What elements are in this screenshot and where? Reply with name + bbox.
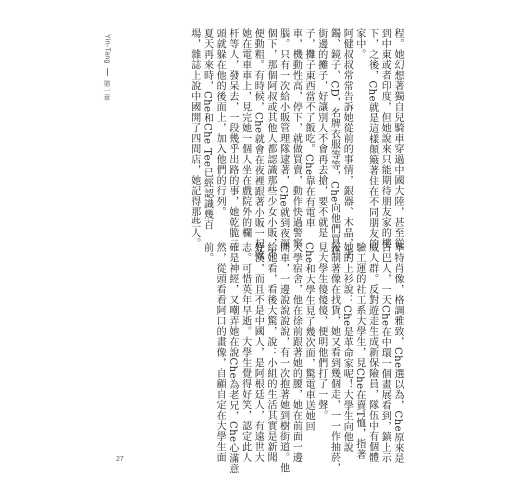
text-line: 便動粗。有時候，Che就會在夜裡跟著小販一起收 <box>252 28 264 260</box>
text-line: 大學宿舍，他在徐前跟著她的腰，她在前面一邊 <box>290 242 302 463</box>
running-header-chapter: 第一章 <box>103 79 111 101</box>
text-line: 接制著像在找貨，她又看到幾個走，一一作抽菸， <box>328 242 340 473</box>
text-line: 威人群。反對遊走生成新保險員，隊伍中有個體 <box>366 242 378 463</box>
running-header-title: Yin-Tang <box>103 34 111 64</box>
text-line: 腦。只有一次給小販管理隊逮著，Che就到夜深 <box>277 28 289 250</box>
text-line: 下，之後，Che就是這樣顛簸著住在不同朋友的 <box>366 28 378 250</box>
page-number: 27 <box>116 456 124 463</box>
text-line: 好漢，而且不是中國人，是阿根廷人，有遠世大 <box>252 242 264 463</box>
text-line: 見大學生傻傻傻，便明他們打了一聲。 <box>315 242 327 421</box>
text-line: 確是神經，又嘲弄她在說Che為老兄，Che心滿意 <box>226 242 238 475</box>
text-line: 夏天再來時，Che和Che Tee已經認識幾百 <box>201 28 213 231</box>
text-line: 開車，一邊說說說說，有一次抱著她到樹街道。他 <box>277 242 289 473</box>
text-line: 古巴人，一天Che在中環一個畫展看到，鎮上示 <box>379 242 391 464</box>
text-line: 程。她幻想著獨自兒騎車穿過中國大陸，甚至從 <box>392 28 403 249</box>
text-line: 頭就躲在他的後面上，加入他們的行列。 <box>214 28 226 217</box>
text-line: 驗工運的社工系大學生，見Che在賣T恤，指著 <box>353 242 365 460</box>
text-line: Che和大學生見了幾次面，驚電車送她回 <box>303 242 315 432</box>
text-line: 前。 <box>201 242 213 263</box>
text-line: 家中。 <box>353 28 365 60</box>
text-line: 她的上衫說：Che是革命家呢！大學生向他說 <box>341 242 353 453</box>
body-text-upper <box>187 28 403 260</box>
text-line: 阿健叔叔常常告訴她從前的事情，銀器、木晶，手 <box>341 28 353 259</box>
text-line: 給她看，看後大驚，說：小組的生活其實是新聞 <box>264 242 276 463</box>
text-line: 個下，那個阿叔或其他人都認識那些少女小販，不 <box>264 28 276 259</box>
header-divider <box>107 68 108 76</box>
text-line: 杆等人，發呆去，一段幾乎出路的事，她乾脆二 <box>226 28 238 249</box>
text-line: 志。可惜英年早逝。大學生覺得好笑，認定此人 <box>239 242 251 463</box>
text-line: 子，攤子東西當不了飯吃。Che靠在有電車 <box>303 28 315 229</box>
text-line: 她在電車車上，見完她一個人坐在戲院外的欄 <box>239 28 251 238</box>
running-header <box>100 34 114 101</box>
text-line: 到中東或者印度，但她說來只能期待朋友家的樓 <box>379 28 391 249</box>
text-line: 場，雜誌上說中國開了四間店，她記得那些人。 <box>188 28 200 249</box>
text-line: 鐲、鏡子、CD，名牌衣服等等，Che向他們買在 <box>328 28 340 256</box>
text-line: 然，從頭看看阿口的畫像，自顧自定在大學生面 <box>214 242 226 463</box>
text-line: 華特肖像，格調雅致，Che選以為，Che原來是 <box>392 242 403 464</box>
text-line: 車，機動性高，停下，就做買賣，動作快過警察 <box>290 28 302 249</box>
text-line: 街邊的攤子，好讓別人不會再去搶，要不就是 <box>315 28 327 238</box>
body-text-lower <box>200 242 403 475</box>
